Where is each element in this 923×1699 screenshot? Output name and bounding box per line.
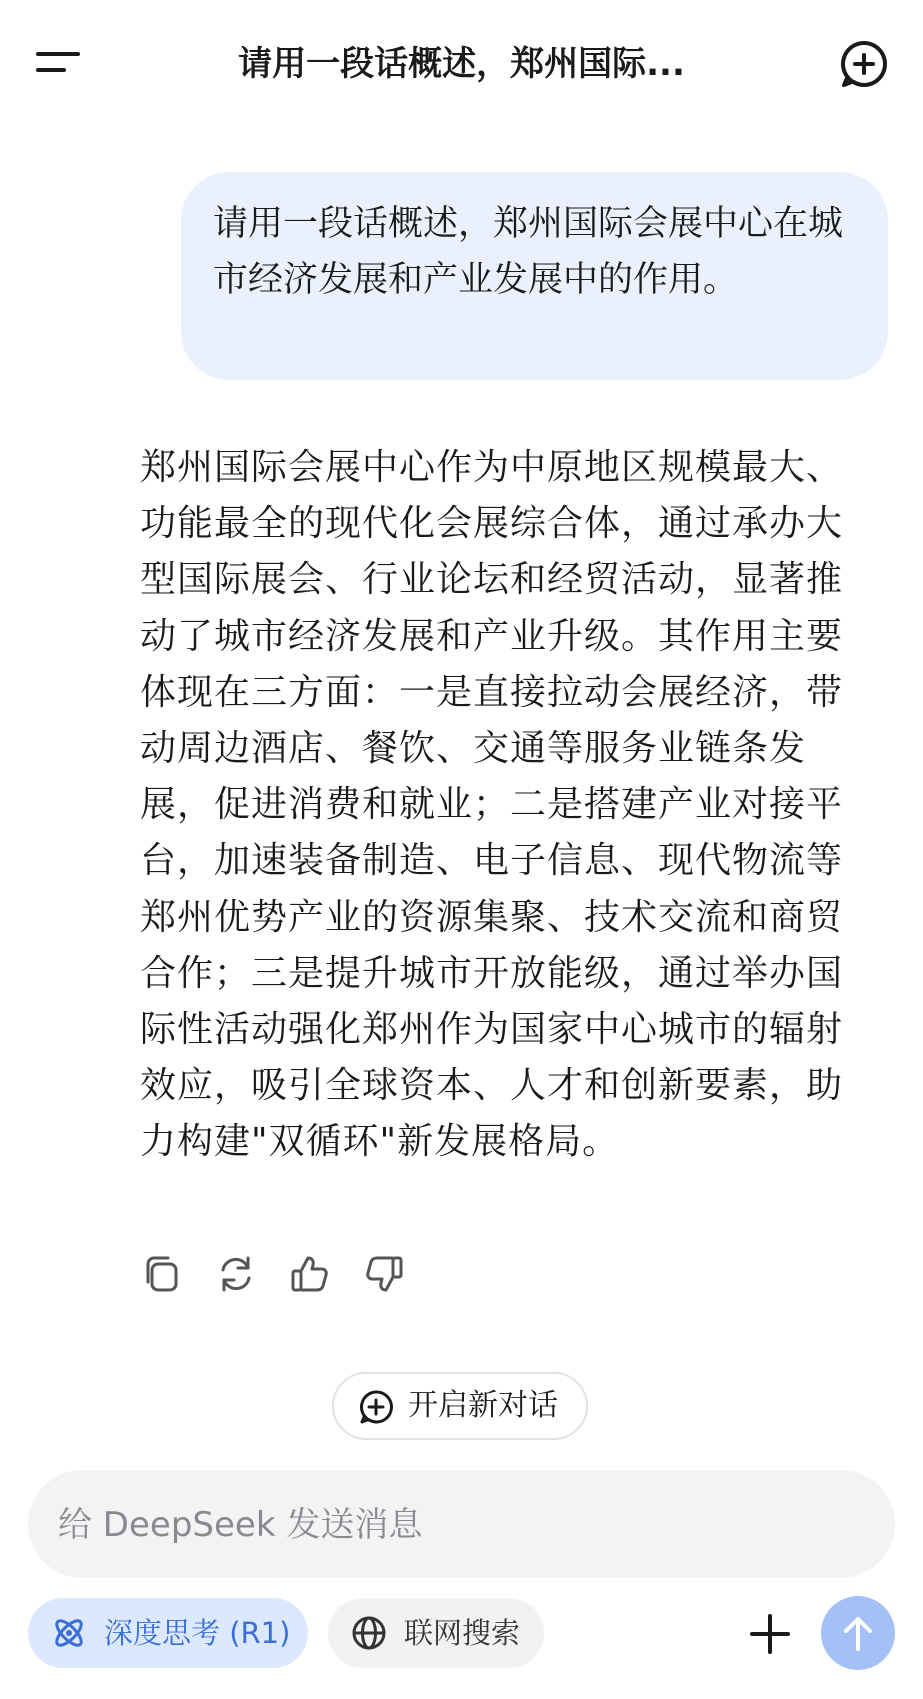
menu-button[interactable] xyxy=(34,44,82,80)
thumbs-up-icon xyxy=(288,1252,332,1296)
thumbs-down-icon xyxy=(362,1252,406,1296)
app-header xyxy=(0,0,923,130)
new-chat-icon xyxy=(358,1389,394,1425)
assistant-message: 郑州国际会展中心作为中原地区规模最大、功能最全的现代化会展综合体，通过承办大型国际展会、行业论坛和经贸活动，显著推动了城市经济发展和产业升级。其作用主要体现在三方面：一是直接拉动会展经济，带动周边酒店、餐饮、交通等服务业链条发展，促进消费和就业；二是搭建产业对接平台，加速装备制造、电子信息、现代物流等郑州优势产业的资源集聚、技术交流和商贸合作；三是提升城市开放能级，通过举办国际性活动强化郑州作为国家中心城市的辐射效应，吸引全球资本、人才和创新要素，助力构建"双循环"新发展格局。 xyxy=(140,447,844,1163)
dislike-button[interactable] xyxy=(362,1252,406,1296)
like-button[interactable] xyxy=(288,1252,332,1296)
copy-button[interactable] xyxy=(140,1252,184,1296)
deep-think-toggle[interactable] xyxy=(28,1598,308,1668)
plus-icon xyxy=(746,1610,794,1658)
arrow-up-icon xyxy=(838,1613,878,1653)
atom-icon xyxy=(50,1614,88,1652)
deep-think-label: 深度思考 (R1) xyxy=(104,1616,291,1650)
web-search-label: 联网搜索 xyxy=(404,1616,521,1650)
user-message-bubble: 请用一段话概述，郑州国际会展中心在城市经济发展和产业发展中的作用。 xyxy=(181,172,888,380)
page-title: 请用一段话概述，郑州国际... xyxy=(238,44,685,84)
attach-button[interactable] xyxy=(746,1610,794,1658)
new-chat-button[interactable] xyxy=(838,38,890,90)
copy-icon xyxy=(140,1252,184,1296)
new-chat-icon xyxy=(838,38,890,90)
globe-icon xyxy=(350,1614,388,1652)
menu-icon xyxy=(36,52,80,56)
web-search-toggle[interactable] xyxy=(328,1598,544,1668)
new-conversation-button[interactable] xyxy=(332,1372,588,1440)
menu-icon-bar xyxy=(36,68,66,72)
new-conversation-label: 开启新对话 xyxy=(408,1388,558,1423)
regenerate-button[interactable] xyxy=(214,1252,258,1296)
send-button[interactable] xyxy=(821,1596,895,1670)
refresh-icon xyxy=(214,1252,258,1296)
message-composer xyxy=(28,1470,895,1578)
message-input[interactable] xyxy=(56,1470,860,1580)
